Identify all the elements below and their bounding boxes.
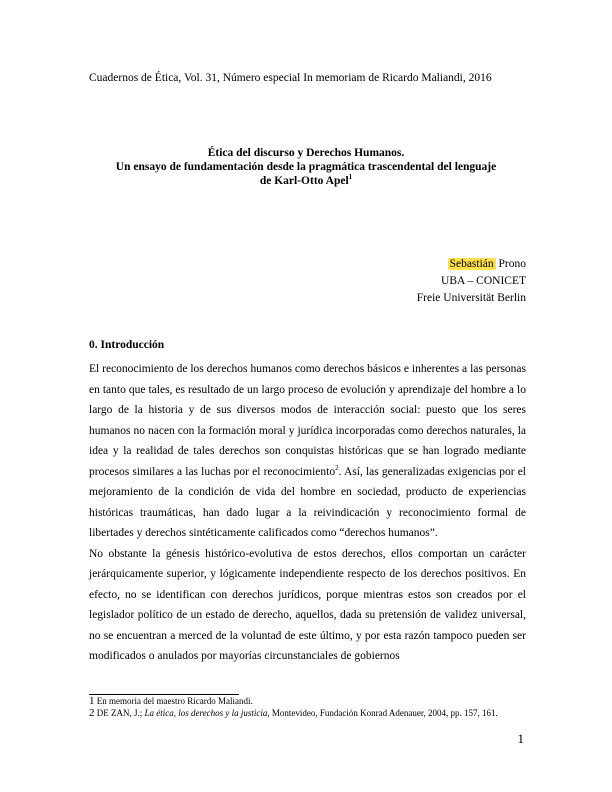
title-line-2: Un ensayo de fundamentación desde la pragmática trascendental del lenguaje	[115, 161, 497, 173]
footnote-ref-2[interactable]: 2	[335, 463, 339, 472]
title-line-1: Ética del discurso y Derechos Humanos.	[207, 147, 405, 159]
footnote-2	[89, 707, 526, 719]
paragraph-1-part-2: . Así, las generalizadas exigencias por el mejoramiento de la condición de vida del hombre en sociedad, producto de experiencias históricas traumáticas, han dado lugar a la reivindicación y reconocimiento formal de libertades y derechos sintéticamente calificados como “derechos humanos”.	[89, 465, 527, 539]
article-title	[70, 146, 542, 188]
section-heading: 0. Introducción	[89, 339, 165, 351]
author-block	[417, 256, 526, 307]
footnotes	[89, 695, 526, 719]
journal-header: Cuadernos de Ética, Vol. 31, Número especial In memoriam de Ricardo Maliandi, 2016	[89, 72, 492, 84]
paragraph-2: No obstante la génesis histórico-evolutiva de estos derechos, ellos comportan un carácter jerárquicamente superior, y lógicamente independiente respecto de los derechos positivos. En efecto, no se identifican con derechos jurídicos, porque mientras estos son creados por el legislador político de un estado de derecho, aquellos, dada su pretensión de validez universal, no se encuentran a merced de la voluntad de este último, y por esta razón tampoco pueden ser modificados o anulados por mayorías circunstanciales de gobiernos	[89, 547, 526, 662]
title-footnote-ref[interactable]: 1	[348, 173, 353, 182]
page-number: 1	[517, 731, 524, 746]
footnote-2-book-title: La ética, los derechos y la justicia	[144, 708, 268, 718]
footnote-1-number: 1	[89, 695, 95, 707]
author-name	[417, 256, 526, 273]
author-affiliation-2: Freie Universität Berlin	[416, 292, 526, 304]
title-line-3-text: de Karl-Otto Apel	[259, 175, 349, 187]
footnote-1	[89, 695, 526, 707]
paragraph-1-part-1: El reconocimiento de los derechos humanos como derechos básicos e inherentes a las personas en tanto que tales, es resultado de un largo proceso de evolución y aprendizaje del hombre a lo largo de la historia y de sus diversos modos de interacción social: puesto que los seres humanos no nacen con la formación moral y jurídica incorporadas como derechos naturales, la idea y la realidad de tales derechos son conquistas históricas que se han logrado mediante procesos similares a las luchas por el reconocimiento	[89, 363, 526, 478]
paragraph-1	[89, 359, 526, 544]
author-first-name-highlight: Sebastián	[449, 258, 494, 270]
footnote-1-text: En memoria del maestro Ricardo Maliandi.	[96, 696, 253, 706]
body-text	[89, 359, 526, 667]
title-line-3	[70, 174, 542, 188]
author-last-name: Prono	[498, 258, 526, 270]
footnote-2-author: DE ZAN, J.;	[96, 708, 145, 718]
footnote-2-number: 2	[89, 707, 95, 719]
footnote-2-publication: , Montevideo, Fundación Konrad Adenauer, 2004, pp. 157, 161.	[267, 708, 498, 718]
author-affiliation-1: UBA – CONICET	[441, 275, 526, 287]
